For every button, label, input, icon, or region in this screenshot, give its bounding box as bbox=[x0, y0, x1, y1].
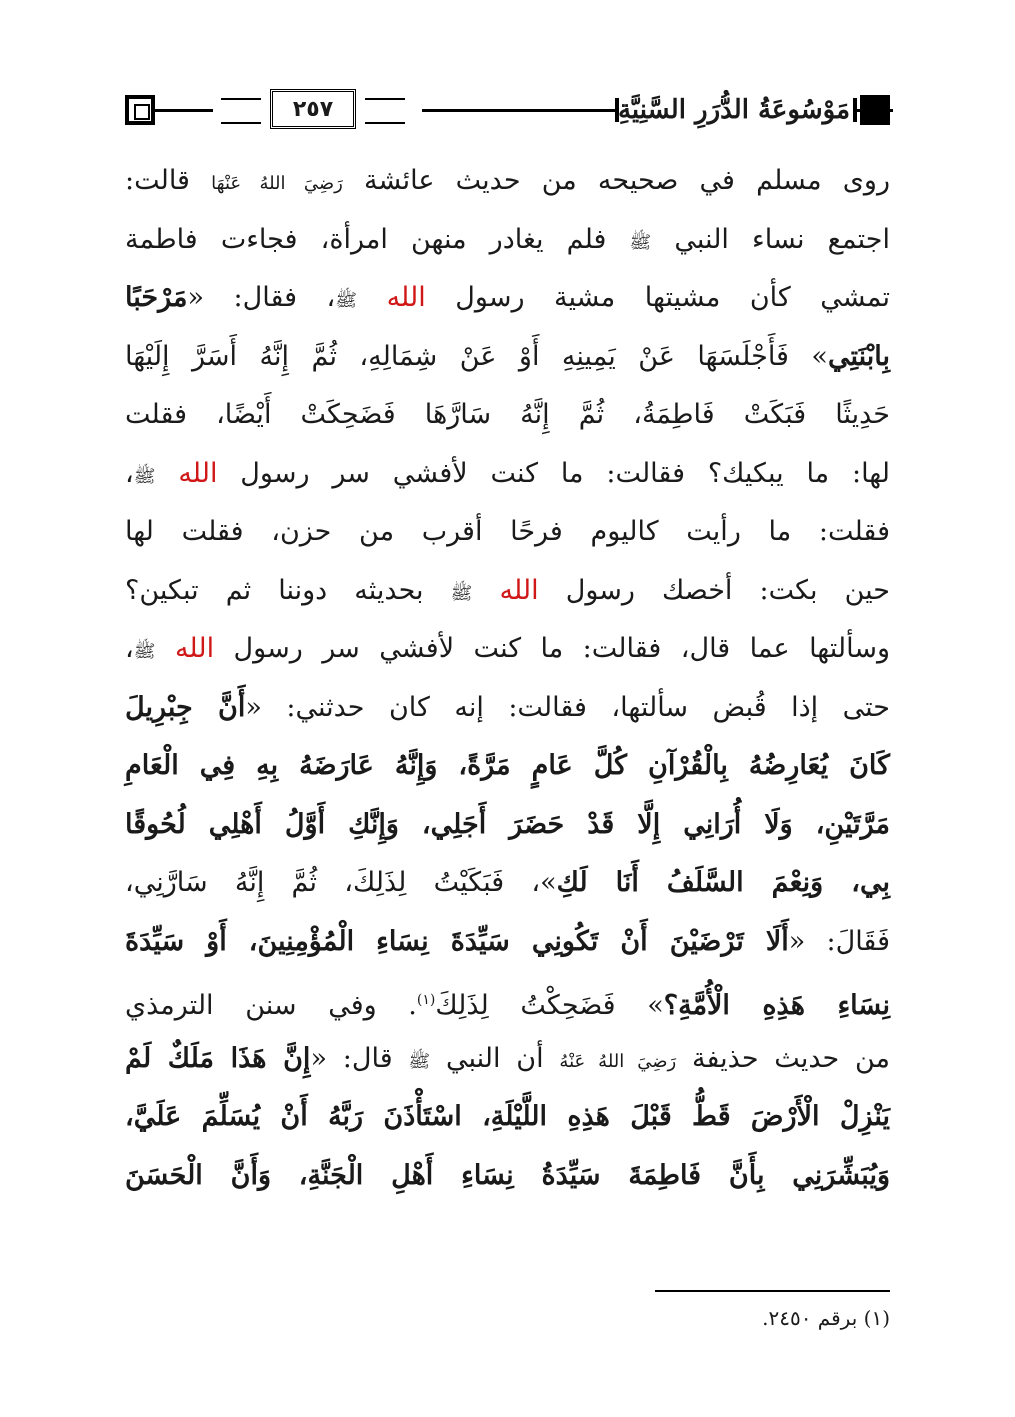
text-line bbox=[125, 152, 890, 211]
honorific: ﷺ bbox=[133, 465, 156, 487]
honorific: ﷺ bbox=[629, 231, 652, 253]
text-segment: حين بكت: أخصك رسول bbox=[538, 574, 890, 606]
header-rule bbox=[155, 109, 213, 112]
text-line bbox=[125, 1088, 890, 1147]
text-line bbox=[125, 620, 890, 679]
header-rule bbox=[422, 109, 617, 112]
text-segment: »، فَبَكَيْتُ لِذَلِكَ، ثُمَّ إِنَّهُ سَارَّنِي، bbox=[125, 867, 557, 898]
footnote: (١) برقم ٢٤٥٠. bbox=[762, 1306, 890, 1330]
page-number-frame bbox=[213, 90, 413, 128]
text-segment: قالت: bbox=[125, 165, 212, 196]
text-line bbox=[125, 971, 890, 1030]
text-segment bbox=[155, 458, 178, 489]
text-segment: قال: « bbox=[310, 1042, 409, 1074]
text-segment: ، bbox=[125, 633, 134, 664]
text-segment: » فَضَحِكْتُ لِذَلِكَ bbox=[435, 990, 664, 1021]
text-line bbox=[125, 737, 890, 796]
page-number: ٢٥٧ bbox=[270, 89, 356, 129]
book-title: مَوْسُوعَةُ الدُّرَرِ السَّنِيَّةِ bbox=[617, 95, 850, 125]
header-ornament-left bbox=[125, 95, 155, 125]
divine-name: الله bbox=[174, 633, 215, 664]
text-line bbox=[125, 679, 890, 738]
honorific: رَضِيَ اللهُ عَنْهُ bbox=[559, 1050, 677, 1072]
text-line bbox=[125, 269, 890, 328]
footnote-ref: (١) bbox=[416, 992, 436, 1008]
text-segment: حَدِيثًا فَبَكَتْ فَاطِمَةُ، ثُمَّ إِنَّهُ سَارَّهَا فَضَحِكَتْ أَيْضًا، فقلت bbox=[125, 399, 890, 430]
ornament bbox=[221, 98, 261, 124]
text-segment: روى مسلم في صحيحه من حديث عائشة bbox=[342, 165, 890, 196]
body-text bbox=[125, 152, 890, 1205]
text-segment: ، bbox=[125, 457, 134, 489]
hadith-text: إِنَّ هَذَا مَلَكٌ لَمْ bbox=[125, 1042, 311, 1074]
text-segment: أن النبي bbox=[430, 1042, 560, 1074]
text-segment: وسألتها عما قال، فقالت: ما كنت لأفشي سر رسول bbox=[214, 633, 891, 664]
text-segment: فَقَالَ: « bbox=[788, 925, 890, 957]
hadith-text: وَيُبَشِّرَنِي بِأَنَّ فَاطِمَةَ سَيِّدَةُ نِسَاءِ أَهْلِ الْجَنَّةِ، وَأَنَّ الْحَسَنَ bbox=[125, 1159, 890, 1191]
honorific: رَضِيَ اللهُ عَنْهَا bbox=[211, 173, 343, 194]
text-segment: فقلت: ما رأيت كاليوم فرحًا أقرب من حزن، فقلت لها bbox=[125, 516, 890, 547]
text-line bbox=[125, 1030, 890, 1089]
divine-name: الله bbox=[499, 574, 539, 606]
text-line bbox=[125, 913, 890, 972]
hadith-text: أَنَّ جِبْرِيلَ bbox=[125, 691, 246, 723]
text-segment: فلم يغادر منهن امرأة، فجاءت فاطمة bbox=[125, 223, 630, 255]
text-line bbox=[125, 211, 890, 270]
hadith-text: أَلَا تَرْضَيْنَ أَنْ تَكُونِي سَيِّدَةَ نِسَاءِ الْمُؤْمِنِينَ، أَوْ سَيِّدَةَ bbox=[125, 925, 789, 957]
hadith-text: بِابْنَتِي bbox=[827, 340, 890, 372]
honorific: ﷺ bbox=[133, 641, 156, 662]
page-header bbox=[125, 88, 890, 134]
honorific: ﷺ bbox=[335, 290, 358, 311]
text-segment: من حديث حذيفة bbox=[676, 1042, 891, 1074]
hadith-text: نِسَاءِ هَذِهِ الْأُمَّةِ؟ bbox=[663, 990, 890, 1021]
divine-name: الله bbox=[386, 282, 426, 313]
text-segment bbox=[472, 575, 499, 606]
text-segment: » فَأَجْلَسَهَا عَنْ يَمِينِهِ أَوْ عَنْ شِمَالِهِ، ثُمَّ إِنَّهُ أَسَرَّ إِلَيْهَا bbox=[125, 340, 828, 372]
divine-name: الله bbox=[178, 457, 218, 489]
hadith-text: مَرْحَبًا bbox=[125, 282, 188, 313]
text-segment: اجتمع نساء النبي bbox=[651, 223, 890, 255]
footnote-separator bbox=[655, 1290, 890, 1292]
text-line bbox=[125, 562, 890, 621]
hadith-text: بِي، وَنِعْمَ السَّلَفُ أَنَا لَكِ bbox=[556, 867, 890, 898]
ornament bbox=[365, 98, 405, 124]
honorific: ﷺ bbox=[408, 1050, 431, 1072]
text-line bbox=[125, 386, 890, 445]
hadith-text: يَنْزِلْ الْأَرْضَ قَطُّ قَبْلَ هَذِهِ اللَّيْلَةِ، اسْتَأْذَنَ رَبَّهُ أَنْ يُسَلِّمَ عَلَيَّ، bbox=[125, 1101, 890, 1132]
text-line bbox=[125, 1147, 890, 1206]
text-segment: . وفي سنن الترمذي bbox=[125, 990, 417, 1021]
text-segment bbox=[357, 282, 387, 313]
text-line bbox=[125, 796, 890, 855]
text-segment: بحديثه دوننا ثم تبكين؟ bbox=[125, 574, 451, 606]
text-line bbox=[125, 854, 890, 913]
text-line bbox=[125, 503, 890, 562]
header-ornament-right bbox=[860, 95, 890, 125]
text-line bbox=[125, 445, 890, 504]
text-segment: حتى إذا قُبض سألتها، فقالت: إنه كان حدثني: « bbox=[245, 691, 890, 723]
hadith-text: مَرَّتَيْنِ، وَلَا أُرَانِي إِلَّا قَدْ حَضَرَ أَجَلِي، وَإِنَّكِ أَوَّلُ أَهْلِي لُحُوقًا bbox=[125, 808, 890, 840]
text-segment: ، فقال: « bbox=[187, 282, 336, 313]
hadith-text: كَانَ يُعَارِضُهُ بِالْقُرْآنِ كُلَّ عَامٍ مَرَّةً، وَإِنَّهُ عَارَضَهُ بِهِ فِي الْعَامِ bbox=[125, 750, 890, 781]
text-segment bbox=[155, 633, 174, 664]
honorific: ﷺ bbox=[450, 582, 473, 604]
text-segment: لها: ما يبكيك؟ فقالت: ما كنت لأفشي سر رسول bbox=[217, 457, 890, 489]
text-line bbox=[125, 328, 890, 387]
text-segment: تمشي كأن مشيتها مشية رسول bbox=[425, 282, 890, 313]
